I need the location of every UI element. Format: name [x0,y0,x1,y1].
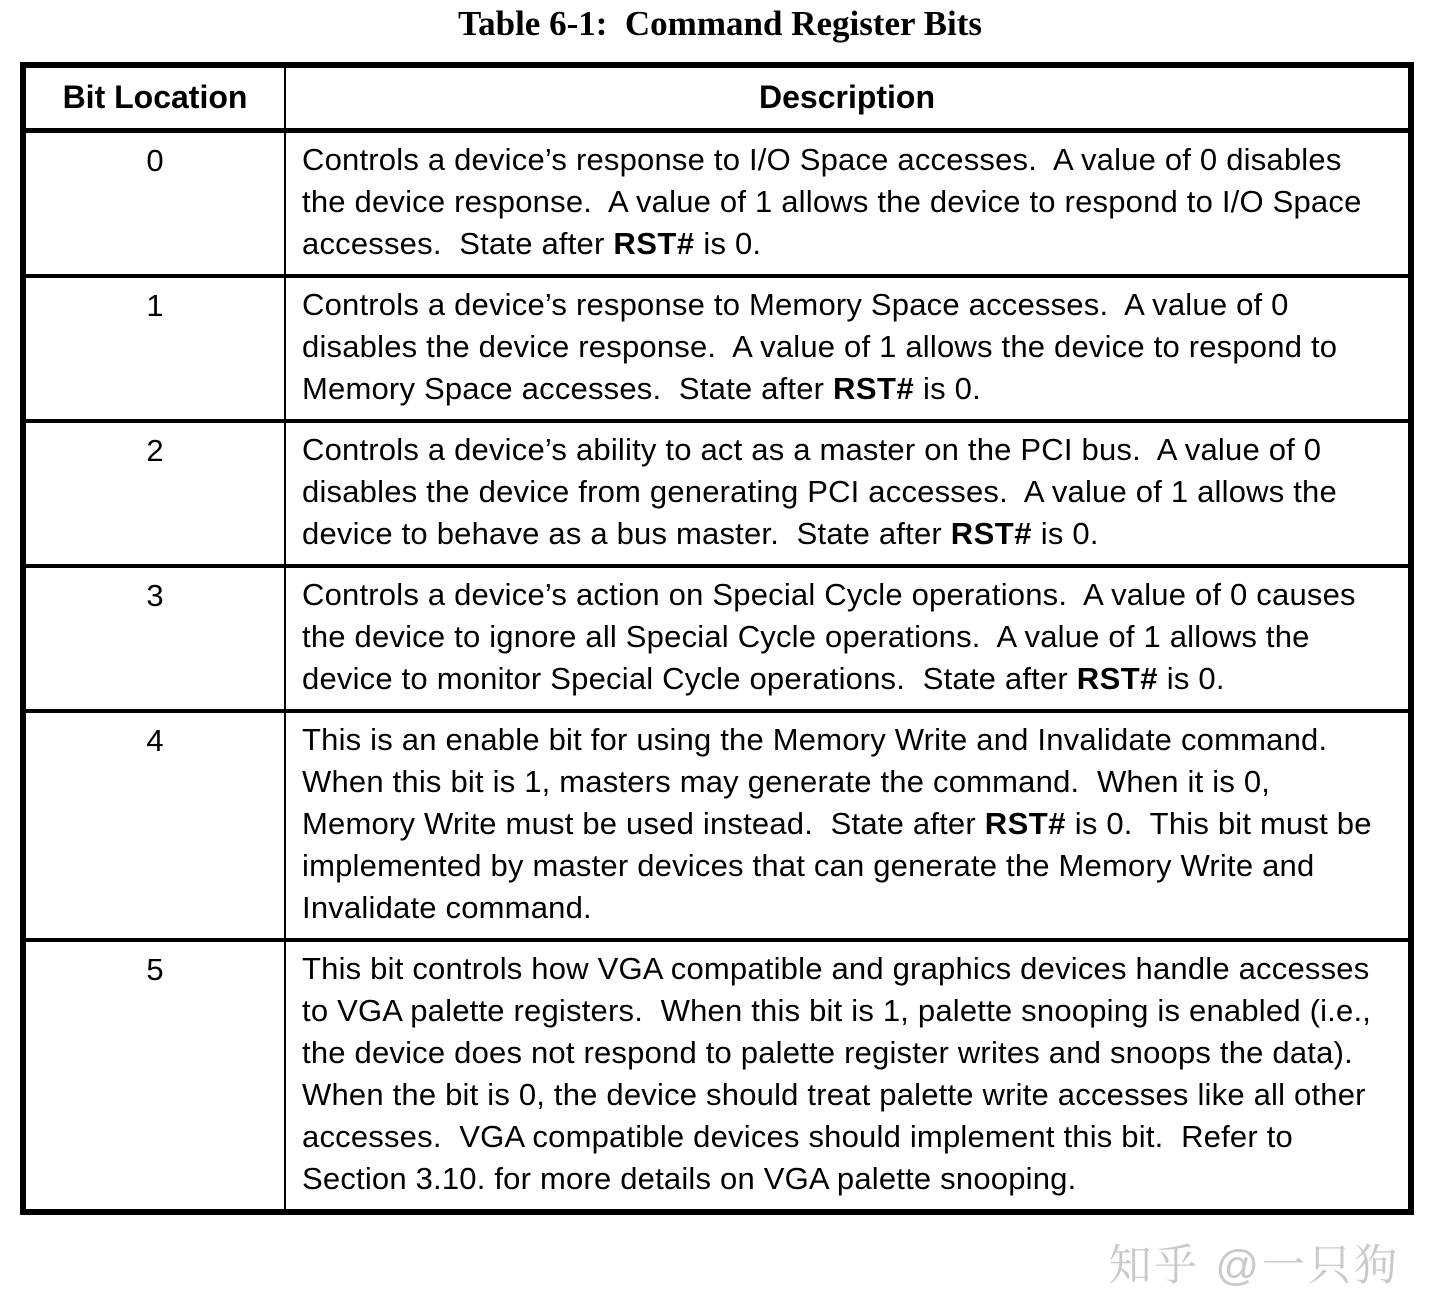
description-text: Controls a device’s action on Special Cycle operations. A value of 0 causes the device to ignore all Special Cycle operations. A value of 1 allows the device to monitor Special Cycle operations. State after [302,577,1365,696]
description-cell [286,713,1408,938]
column-header-description: Description [758,79,936,115]
description-text: Controls a device’s response to I/O Space accesses. A value of 0 disables the device response. A value of 1 allows the device to respond to I/O Space accesses. State after [302,142,1371,261]
description-cell [286,423,1408,564]
table-caption: Table 6-1: Command Register Bits [457,4,983,43]
description-text: Controls a device’s ability to act as a master on the PCI bus. A value of 0 disables the device from generating PCI accesses. A value of 1 allows the device to behave as a bus master. State after [302,432,1346,551]
rst-signal-bold: RST# [1076,661,1158,696]
bit-location-cell: 3 [26,568,286,709]
rst-signal-bold: RST# [950,516,1032,551]
bit-location-cell: 4 [26,713,286,938]
column-header-bit-location: Bit Location [26,68,286,128]
table-row [26,568,1408,713]
table-row [26,278,1408,423]
table-header-row [26,68,1408,133]
description-text: This is an enable bit for using the Memory Write and Invalidate command. When this bit is 1, masters may generate the command. When it is 0, Memory Write must be used instead. State after [302,722,1345,841]
description-text: Controls a device’s response to Memory Space accesses. A value of 0 disables the device response. A value of 1 allows the device to respond to Memory Space accesses. State after [302,287,1347,406]
description-text: is 0. [1031,516,1099,551]
rst-signal-bold: RST# [832,371,915,406]
table-body [26,133,1408,1209]
description-text: This bit controls how VGA compatible and graphics devices handle accesses to VGA palette registers. When this bit is 1, palette snooping is enabled (i.e., the device does not respond to palette register writes and snoops the data). When the bit is 0, the device should treat palette write accesses like all other accesses. VGA compatible devices should implement this bit. Refer to Section 3.10. for more details on VGA palette snooping. [302,951,1380,1196]
description-text: is 0. [914,371,981,406]
description-text: is 0. [1157,661,1225,696]
bit-location-cell: 0 [26,133,286,274]
description-cell [286,133,1408,274]
command-register-bits-table [20,62,1414,1215]
table-row [26,713,1408,942]
description-cell [286,278,1408,419]
description-text: is 0. This bit must be implemented by master devices that can generate the Memory Write and Invalidate command. [302,806,1381,925]
watermark-text: 知乎 @一只狗 [1108,1242,1400,1290]
rst-signal-bold: RST# [984,806,1066,841]
table-row [26,133,1408,278]
bit-location-cell: 2 [26,423,286,564]
table-row [26,423,1408,568]
description-cell [286,942,1408,1209]
description-cell [286,568,1408,709]
description-text: is 0. [694,226,762,261]
rst-signal-bold: RST# [613,226,695,261]
bit-location-cell: 1 [26,278,286,419]
bit-location-cell: 5 [26,942,286,1209]
table-row [26,942,1408,1209]
